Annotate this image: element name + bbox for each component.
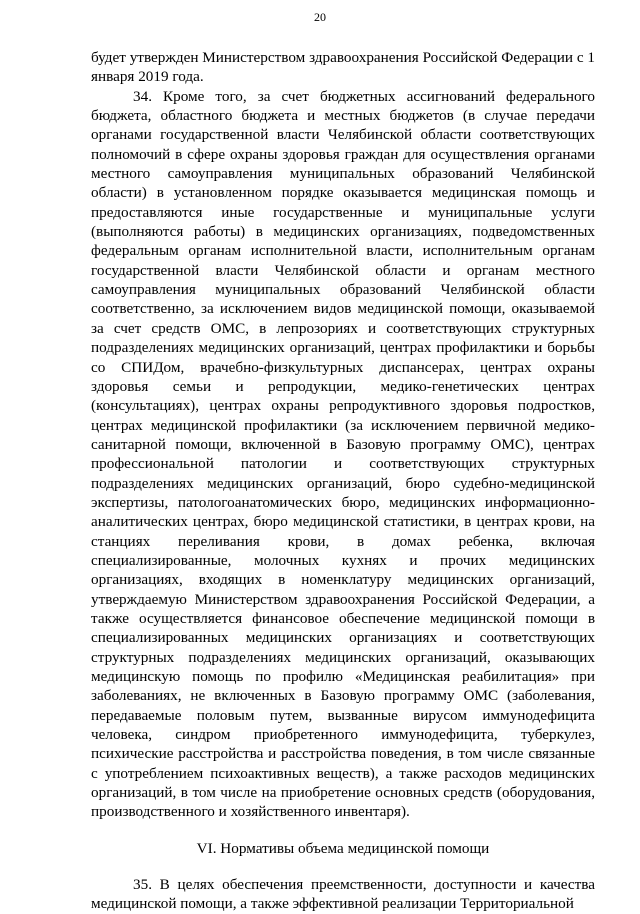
document-body bbox=[91, 48, 595, 914]
section-heading: VI. Нормативы объема медицинской помощи bbox=[196, 839, 490, 857]
page-number: 20 bbox=[314, 10, 326, 24]
paragraph-35: 35. В целях обеспечения преемственности, доступности и качества медицинской помощи, а также эффективной реализации Территориальной bbox=[91, 876, 595, 913]
paragraph-continuation: будет утвержден Министерством здравоохранения Российской Федерации с 1 января 2019 года. bbox=[91, 49, 595, 86]
paragraph-34: 34. Кроме того, за счет бюджетных ассигнований федерального бюджета, областного бюджета и местных бюджетов (в случае передачи органами государственной власти Челябинской области соответствующих полномочий в сфере охраны здоровья граждан для осуществления органами местного самоуправления муниципальных образований Челябинской области) в установленном порядке оказывается медицинская помощь и предоставляются иные государственные и муниципальные услуги (выполняются работы) в медицинских организациях, подведомственных федеральным органам исполнительной власти, исполнительным органам государственной власти Челябинской области и органам местного самоуправления муниципальных образований Челябинской области соответственно, за исключением видов медицинской помощи, оказываемой за счет средств ОМС, в лепрозориях и соответствующих структурных подразделениях медицинских организаций, центрах профилактики и борьбы со СПИДом, врачебно-физкультурных диспансерах, центрах охраны здоровья семьи и репродукции, медико-генетических центрах (консультациях), центрах охраны репродуктивного здоровья подростков, центрах медицинской профилактики (за исключением первичной медико-санитарной помощи, включенной в Базовую программу ОМС), центрах профессиональной патологии и соответствующих структурных подразделениях медицинских организаций, бюро судебно-медицинской экспертизы, патологоанатомических бюро, медицинских информационно-аналитических центрах, бюро медицинской статистики, в центрах крови, на станциях переливания крови, в домах ребенка, включая специализированные, молочных кухнях и прочих медицинских организациях, входящих в номенклатуру медицинских организаций, утверждаемую Министерством здравоохранения Российской Федерации, а также осуществляется финансовое обеспечение медицинской помощи в специализированных медицинских организациях и соответствующих структурных подразделениях медицинских организаций, оказывающих медицинскую помощь по профилю «Медицинская реабилитация» при заболеваниях, не включенных в Базовую программу ОМС (заболевания, передаваемые половым путем, вызванные вирусом иммунодефицита человека, синдром приобретенного иммунодефицита, туберкулез, психические расстройства и расстройства поведения, в том числе связанные с употреблением психоактивных веществ), а также расходов медицинских организаций, в том числе на приобретение основных средств (оборудования, производственного и хозяйственного инвентаря). bbox=[91, 87, 595, 821]
